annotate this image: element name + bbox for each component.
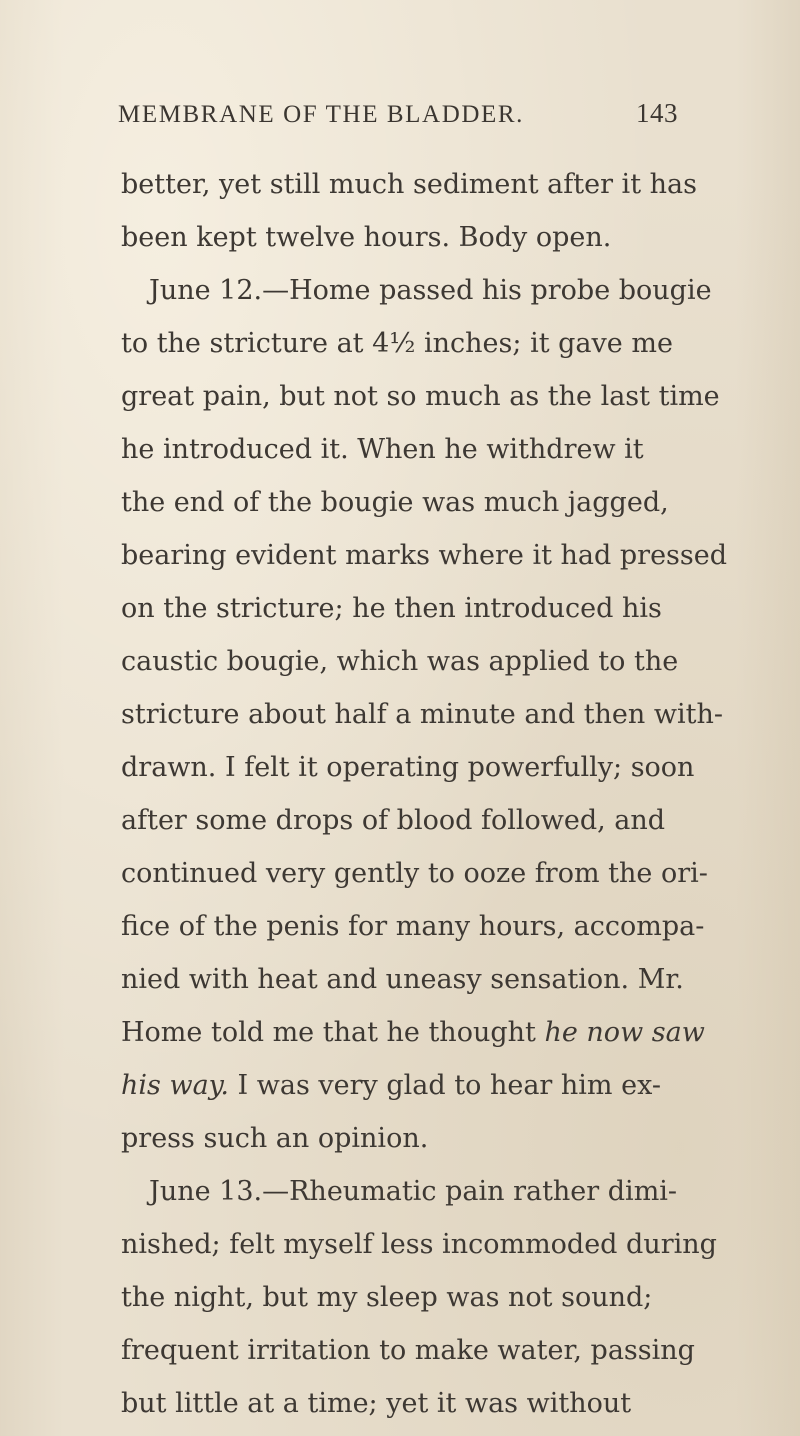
text-line: nished; felt myself less incommoded during [121, 1229, 717, 1260]
text-line: continued very gently to ooze from the ori- [121, 858, 708, 889]
text-line: fice of the penis for many hours, accompa- [121, 911, 705, 942]
text-line: but little at a time; yet it was without [121, 1388, 632, 1419]
text-segment: I was very glad to hear him ex- [237, 1070, 661, 1101]
text-line: great pain, but not so much as the last time [121, 381, 720, 412]
text-line: the night, but my sleep was not sound; [121, 1282, 653, 1313]
text-line: the end of the bougie was much jagged, [121, 487, 669, 518]
text-line: on the stricture; he then introduced his [121, 593, 662, 624]
text-line: to the stricture at 4½ inches; it gave me [121, 328, 673, 359]
text-line: frequent irritation to make water, passing [121, 1335, 695, 1366]
text-line: press such an opinion. [121, 1123, 429, 1154]
text-line [121, 1008, 705, 1058]
italic-phrase: he now saw [544, 1017, 705, 1048]
text-line: been kept twelve hours. Body open. [121, 222, 612, 253]
text-line: bearing evident marks where it had pressed [121, 540, 728, 571]
text-line: stricture about half a minute and then with- [121, 699, 723, 730]
text-line [121, 1061, 661, 1111]
text-line: nied with heat and uneasy sensation. Mr. [121, 964, 684, 995]
text-line: better, yet still much sediment after it has [121, 169, 697, 200]
text-line: June 13.—Rheumatic pain rather dimi- [149, 1176, 678, 1207]
running-head-title: MEMBRANE OF THE BLADDER. [118, 101, 525, 128]
italic-phrase: his way. [121, 1070, 229, 1101]
text-line: drawn. I felt it operating powerfully; soon [121, 752, 695, 783]
text-line: after some drops of blood followed, and [121, 805, 666, 836]
text-line: caustic bougie, which was applied to the [121, 646, 679, 677]
page-number: 143 [636, 98, 678, 128]
text-line: June 12.—Home passed his probe bougie [149, 275, 712, 306]
running-head [118, 98, 678, 129]
text-line: he introduced it. When he withdrew it [121, 434, 644, 465]
text-segment: Home told me that he thought [121, 1017, 536, 1048]
